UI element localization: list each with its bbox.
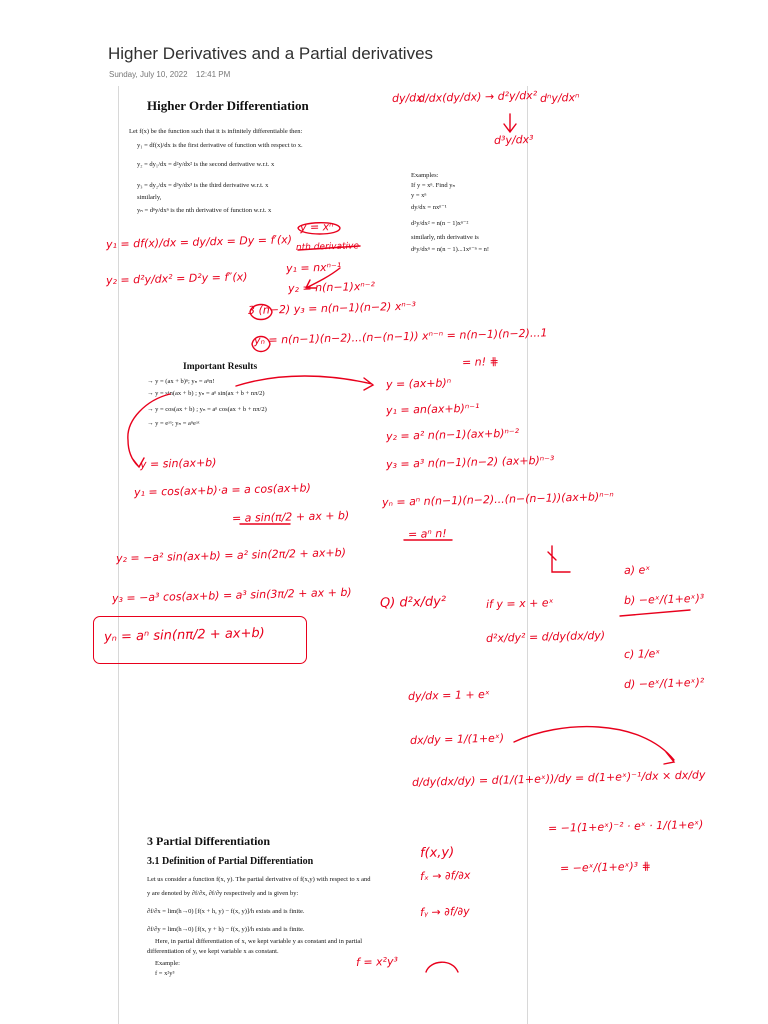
- important-line-4: → y = eᵃˣ; yₙ = aⁿeᵃˣ: [147, 420, 200, 427]
- note-step-5: = −eˣ/(1+eˣ)³ ⋕: [559, 859, 651, 875]
- note-q-expand: d²x/dy² = d/dy(dx/dy): [485, 628, 606, 645]
- important-line-1: → y = (ax + b)ⁿ; yₙ = aⁿn!: [147, 378, 215, 385]
- note-top-1: dy/dx: [391, 91, 423, 105]
- note-y1: y₁ = df(x)/dx = dy/dx = Dy = f′(x): [105, 233, 293, 251]
- note-fy: fᵧ → ∂f/∂y: [419, 904, 470, 919]
- note-option-c: c) 1/eˣ: [623, 647, 661, 661]
- examples-line-3: dy/dx = nxⁿ⁻¹: [411, 204, 447, 211]
- important-results-heading: Important Results: [183, 362, 258, 372]
- note-fxy: f(x,y): [419, 845, 455, 861]
- note-sin-1: y = sin(ax+b): [139, 455, 217, 471]
- note-ab-3: y₂ = a² n(n−1)(ax+b)ⁿ⁻²: [385, 426, 520, 443]
- partial-line-7: Example:: [155, 960, 180, 967]
- note-ab-1: y = (ax+b)ⁿ: [385, 376, 452, 391]
- partial-line-2: y are denoted by ∂f/∂x, ∂f/∂y respectively and is given by:: [147, 890, 299, 897]
- important-line-3: → y = cos(ax + b) ; yₙ = aⁿ cos(ax + b + nπ/2): [147, 406, 267, 413]
- note-top-3: dⁿy/dxⁿ: [539, 90, 580, 105]
- examples-line-1: If y = xⁿ. Find yₙ: [411, 182, 456, 189]
- examples-line-6: dⁿy/dxⁿ = n(n − 1)...1xⁿ⁻ⁿ = n!: [411, 246, 490, 253]
- note-fx: fₓ → ∂f/∂x: [419, 868, 471, 883]
- note-sin-6: yₙ = aⁿ sin(nπ/2 + ax+b): [103, 625, 265, 645]
- higher-intro: Let f(x) be the function such that it is infinitely differentiable then:: [129, 128, 303, 135]
- examples-title: Examples:: [411, 172, 439, 179]
- partial-line-5: Here, in partial differentiation of x, we kept variable y as constant and in partial: [155, 938, 363, 945]
- note-step-4: = −1(1+eˣ)⁻² · eˣ · 1/(1+eˣ): [547, 817, 704, 835]
- note-fex: f = x²y³: [355, 954, 399, 969]
- note-nn: yₙ = n(n−1)(n−2)...(n−(n−1)) xⁿ⁻ⁿ = n(n−1)(n−2)...1: [253, 326, 548, 347]
- note-nth-derivative: nth derivative: [295, 241, 360, 253]
- note-sin-2: y₁ = cos(ax+b)·a = a cos(ax+b): [133, 481, 312, 499]
- higher-order-heading: Higher Order Differentiation: [147, 98, 309, 113]
- note-q-given: if y = x + eˣ: [485, 596, 554, 611]
- page-date: Sunday, July 10, 2022: [109, 70, 188, 79]
- note-y2: y₂ = d²y/dx² = D²y = f″(x): [105, 270, 248, 287]
- note-option-b: b) −eˣ/(1+eˣ)³: [623, 591, 705, 607]
- partial-line-8: f = x²y³: [155, 970, 175, 977]
- note-q-label: Q) d²x/dy²: [379, 594, 447, 611]
- partial-line-4: ∂f/∂y = lim(h→0) [f(x, y + h) − f(x, y)]/h exists and is finite.: [147, 926, 305, 933]
- note-sin-4: y₂ = −a² sin(ax+b) = a² sin(2π/2 + ax+b): [115, 545, 347, 565]
- partial-line-6: differentiation of y, we kept variable x as constant.: [147, 948, 279, 955]
- examples-line-4: d²y/dx² = n(n − 1)xⁿ⁻²: [411, 220, 469, 227]
- note-top-4: d³y/dx³: [493, 132, 534, 147]
- higher-line-3: y₃ = dy₂/dx = d³y/dx³ is the third derivative w.r.t. x: [137, 182, 269, 189]
- note-step-3: d/dy(dx/dy) = d(1/(1+eˣ))/dy = d(1+eˣ)⁻¹/dx × dx/dy: [411, 768, 706, 789]
- note-step-2: dx/dy = 1/(1+eˣ): [409, 731, 505, 747]
- note-ab-6: = aⁿ n!: [407, 526, 447, 541]
- note-n1: y₁ = nxⁿ⁻¹: [285, 260, 342, 275]
- note-top-2: d/dx(dy/dx) → d²y/dx²: [417, 88, 538, 105]
- partial-line-1: Let us consider a function f(x, y). The partial derivative of f(x,y) with respect to x and: [147, 876, 371, 883]
- page-title: Higher Derivatives and a Partial derivatives: [108, 44, 434, 63]
- higher-line-5: yₙ = dⁿy/dxⁿ is the nth derivative of function w.r.t. x: [137, 207, 272, 214]
- note-n2: y₂ = n(n−1)xⁿ⁻²: [287, 279, 376, 295]
- partial-section-heading: 3 Partial Differentiation: [147, 834, 271, 848]
- partial-line-3: ∂f/∂x = lim(h→0) [f(x + h, y) − f(x, y)]/h exists and is finite.: [147, 908, 305, 915]
- important-line-2: → y = sin(ax + b) ; yₙ = aⁿ sin(ax + b + nπ/2): [147, 390, 265, 397]
- examples-line-2: y = xⁿ: [411, 192, 427, 199]
- page-time: 12:41 PM: [196, 70, 231, 79]
- partial-subsection-heading: 3.1 Definition of Partial Differentiation: [147, 856, 314, 867]
- note-n3: 3 (n−2) y₃ = n(n−1)(n−2) xⁿ⁻³: [247, 299, 417, 317]
- note-ab-2: y₁ = an(ax+b)ⁿ⁻¹: [385, 401, 480, 417]
- higher-line-1: y₁ = df(x)/dx is the first derivative of function with respect to x.: [137, 142, 303, 149]
- note-ab-4: y₃ = a³ n(n−1)(n−2) (ax+b)ⁿ⁻³: [385, 453, 555, 471]
- note-option-a: a) eˣ: [623, 563, 651, 577]
- note-step-1: dy/dx = 1 + eˣ: [407, 687, 490, 703]
- note-ab-5: yₙ = aⁿ n(n−1)(n−2)...(n−(n−1))(ax+b)ⁿ⁻ⁿ: [381, 489, 614, 509]
- note-nfact: = n! ⋕: [461, 355, 499, 369]
- note-sin-3: = a sin(π/2 + ax + b): [231, 508, 350, 525]
- examples-line-5: similarly, nth derivative is: [411, 234, 479, 241]
- note-sin-5: y₃ = −a³ cos(ax+b) = a³ sin(3π/2 + ax + b): [111, 585, 352, 605]
- note-option-d: d) −eˣ/(1+eˣ)²: [623, 675, 705, 691]
- note-y-equals-xn: y = xⁿ: [299, 220, 334, 234]
- higher-line-4: similarly,: [137, 194, 162, 201]
- higher-line-2: y₂ = dy₁/dx = d²y/dx² is the second derivative w.r.t. x: [137, 161, 275, 168]
